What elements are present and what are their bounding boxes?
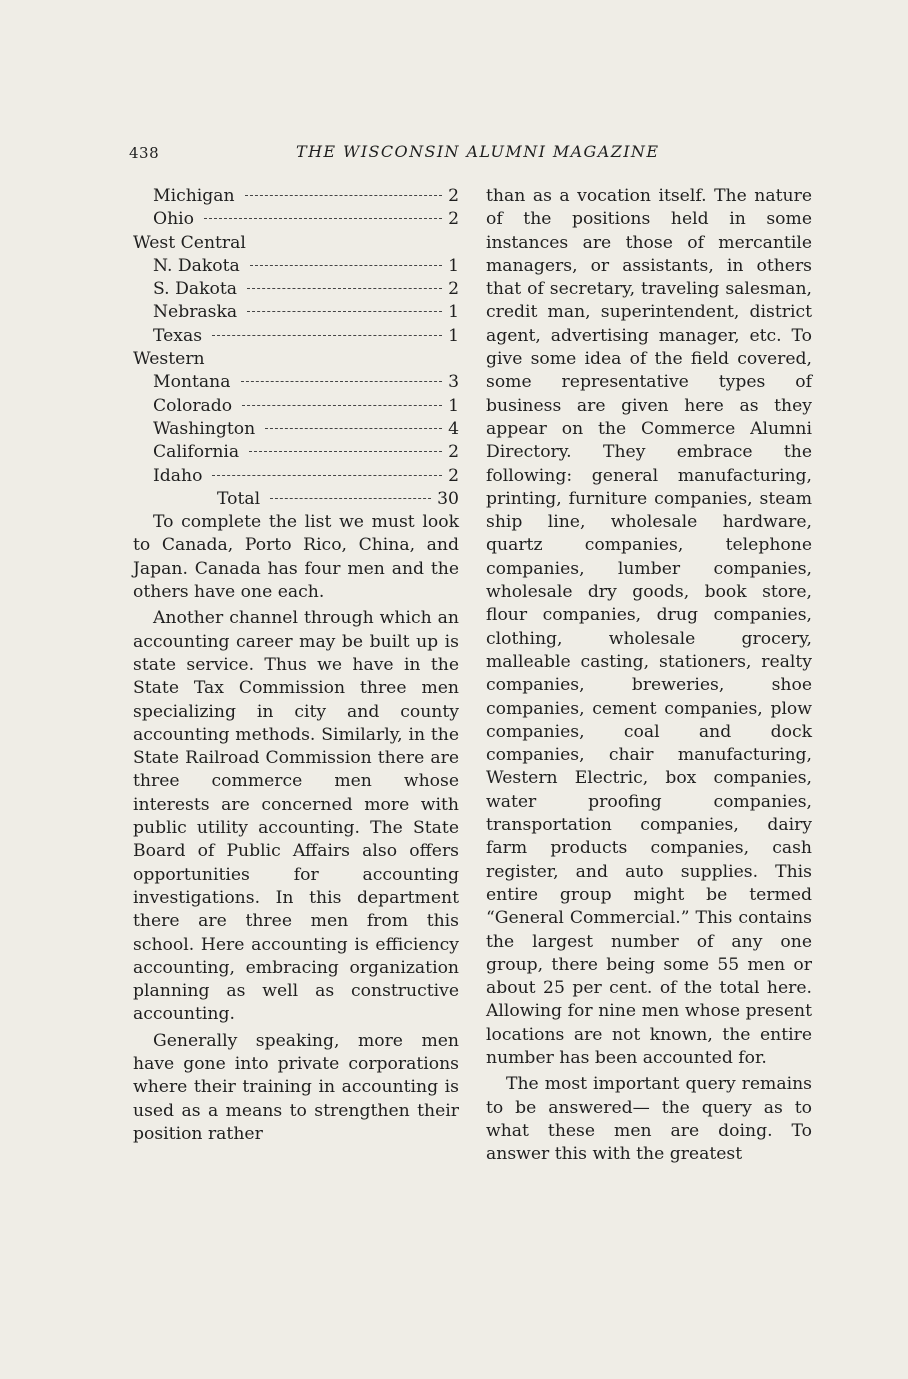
list-item [133,208,459,231]
state-count: 2 [448,186,459,206]
list-item [133,325,459,348]
state-count: 2 [448,279,459,300]
state-count: 2 [448,442,459,463]
state-label: Idaho [153,465,203,486]
leader-dots [249,451,442,452]
leader-dots [212,475,442,476]
state-count: 1 [448,395,459,416]
leader-dots [250,265,442,266]
paragraph: Another channel through which an accounting career may be built up is state service. Thus we have in the State Tax Commission three men specializing in city and county accounting methods. Similarly, in the State Railroad Commission there are three commerce men whose interests are concerned more with public utility accounting. The State Board of Public Affairs also offers opportunities for accounting investigations. In this department there are three men from this school. Here accounting is efficiency accounting, embracing organization planning as well as constructive accounting. [133,608,459,1025]
leader-dots [265,428,442,429]
state-count: 4 [448,418,459,439]
state-label: S. Dakota [153,279,238,300]
state-list [133,185,459,511]
paragraph: than as a vocation itself. The nature of the positions held in some instances are those of mercantile managers, or assistants, in others that of secretary, traveling salesman, credit man, superintendent, district agent, advertising manager, etc. To give some idea of the field covered, some representative types of business are given here as they appear on the Commerce Alumni Directory. They embrace the following: general manufacturing, printing, furniture companies, steam ship line, wholesale hardware, quartz companies, telephone companies, lumber companies, wholesale dry goods, book store, flour companies, drug companies, clothing, wholesale grocery, malleable casting, stationers, realty companies, breweries, shoe companies, cement companies, plow companies, coal and dock companies, chair manufacturing, Western Electric, box companies, water proofing companies, transportation companies, dairy farm products companies, cash register, and auto supplies. This entire group might be termed “General Commercial.” This contains the largest number of any one group, there being some 55 men or about 25 per cent. of the total here. Allowing for nine men whose present locations are not known, the entire number has been accounted for. [486,186,812,1068]
paragraph: Generally speaking, more men have gone into private corporations where their training in accounting is used as a means to strengthen their position rather [133,1030,459,1144]
region-heading: West Central [133,232,246,253]
state-label: Montana [153,372,231,393]
state-count: 3 [448,372,459,393]
state-label: Colorado [153,395,233,416]
leader-dots [241,381,443,382]
state-count: 2 [448,209,459,230]
total-row [133,488,459,511]
total-label: Total [217,488,261,509]
paragraph: The most important query remains to be answered— the query as to what these men are doing. To answer this with the greatest [486,1074,812,1165]
leader-dots [242,405,442,406]
state-count: 1 [448,255,459,276]
state-count: 1 [448,325,459,346]
list-item [133,185,459,208]
leader-dots [204,218,442,219]
list-item [133,255,459,278]
state-count: 2 [448,465,459,486]
state-label: Nebraska [153,302,238,323]
state-label: Texas [153,325,203,346]
page-number: 438 [129,144,160,162]
leader-dots [245,195,442,196]
state-label: N. Dakota [153,255,240,276]
list-item [133,301,459,324]
left-column [133,185,459,1146]
list-item [133,465,459,488]
list-item [133,278,459,301]
list-item [133,418,459,441]
list-item [133,395,459,418]
running-head: THE WISCONSIN ALUMNI MAGAZINE [296,142,660,161]
state-label: Ohio [153,209,195,230]
list-item [133,441,459,464]
total-count: 30 [437,488,459,509]
right-column [486,185,812,1166]
state-label: California [153,442,240,463]
state-label: Washington [153,418,256,439]
region-heading: Western [133,349,205,370]
leader-dots [247,288,442,289]
leader-dots [212,335,442,336]
leader-dots [247,311,442,312]
state-count: 1 [448,302,459,323]
leader-dots [270,498,431,499]
list-item [133,371,459,394]
state-label: Michigan [153,186,235,206]
paragraph: To complete the list we must look to Canada, Porto Rico, China, and Japan. Canada has four men and the others have one each. [133,512,459,603]
